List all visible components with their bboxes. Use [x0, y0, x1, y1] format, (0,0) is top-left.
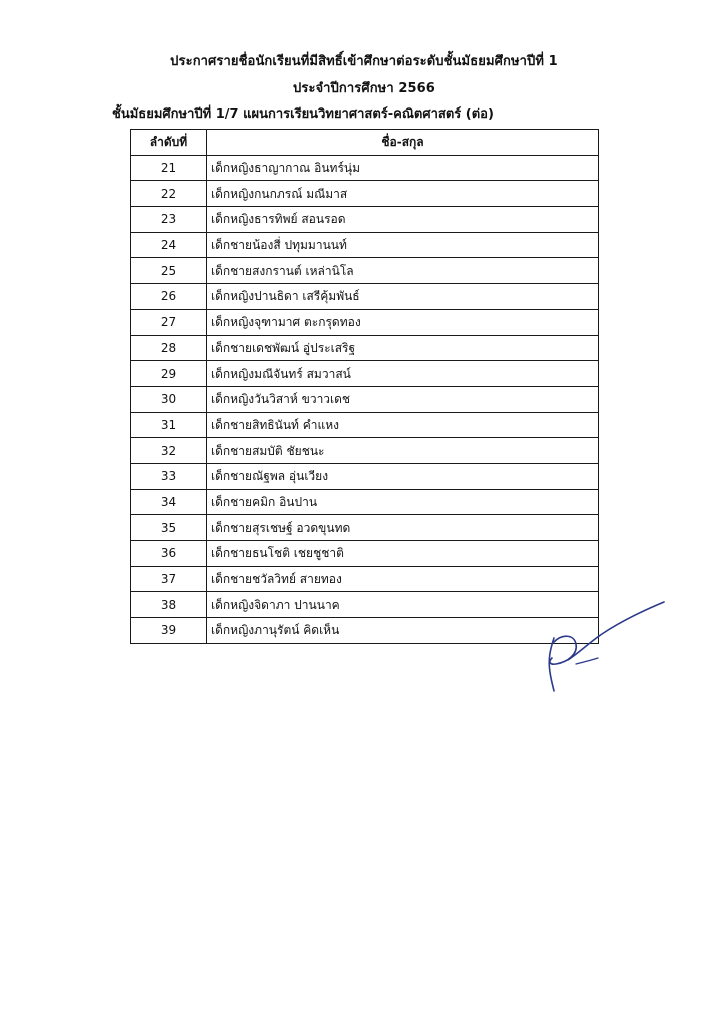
student-name-cell: เด็กหญิงธารทิพย์ สอนรอด [207, 207, 599, 233]
table-row [131, 155, 599, 181]
table-row [131, 232, 599, 258]
row-number-cell: 32 [131, 438, 207, 464]
row-number-cell: 34 [131, 489, 207, 515]
table-header-row [131, 130, 599, 156]
student-name-cell: เด็กหญิงธาญากาณ อินทร์นุ่ม [207, 155, 599, 181]
table-row [131, 207, 599, 233]
student-name-cell: เด็กชายสิทธินันท์ คำแหง [207, 412, 599, 438]
row-number-cell: 25 [131, 258, 207, 284]
student-name-cell: เด็กชายธนโชติ เชยชูชาติ [207, 541, 599, 567]
row-number-cell: 30 [131, 386, 207, 412]
table-row [131, 412, 599, 438]
table-row [131, 181, 599, 207]
student-name-cell: เด็กชายสุรเชษฐ์ อวดขุนทด [207, 515, 599, 541]
row-number-cell: 36 [131, 541, 207, 567]
class-subtitle: ชั้นมัธยมศึกษาปีที่ 1/7 แผนการเรียนวิทยาศาสตร์-คณิตศาสตร์ (ต่อ) [112, 107, 494, 122]
student-name-cell: เด็กชายคมิก อินปาน [207, 489, 599, 515]
academic-year-title: ประจำปีการศึกษา 2566 [293, 81, 435, 96]
student-name-cell: เด็กหญิงจุฑามาศ ตะกรุดทอง [207, 309, 599, 335]
table-row [131, 463, 599, 489]
column-header-name: ชื่อ-สกุล [207, 130, 599, 156]
row-number-cell: 35 [131, 515, 207, 541]
column-header-number: ลำดับที่ [131, 130, 207, 156]
table-row [131, 258, 599, 284]
row-number-cell: 26 [131, 284, 207, 310]
table-row [131, 515, 599, 541]
row-number-cell: 29 [131, 361, 207, 387]
table-row [131, 489, 599, 515]
student-name-cell: เด็กชายเดชพัฒน์ อู่ประเสริฐ [207, 335, 599, 361]
row-number-cell: 31 [131, 412, 207, 438]
student-name-cell: เด็กหญิงกนกภรณ์ มณีมาส [207, 181, 599, 207]
page-title: ประกาศรายชื่อนักเรียนที่มีสิทธิ์เข้าศึกษาต่อระดับชั้นมัธยมศึกษาปีที่ 1 [170, 54, 558, 69]
student-name-cell: เด็กหญิงปานธิดา เสรีคุ้มพันธ์ [207, 284, 599, 310]
row-number-cell: 28 [131, 335, 207, 361]
student-name-cell: เด็กหญิงภานุรัตน์ คิดเห็น [207, 618, 599, 644]
student-name-cell: เด็กชายชวัลวิทย์ สายทอง [207, 566, 599, 592]
row-number-cell: 37 [131, 566, 207, 592]
student-name-cell: เด็กชายณัฐพล อุ่นเวียง [207, 463, 599, 489]
table-row [131, 284, 599, 310]
table-row [131, 618, 599, 644]
student-name-cell: เด็กชายน้องสี่ ปทุมมานนท์ [207, 232, 599, 258]
student-roster-table [130, 129, 599, 644]
row-number-cell: 21 [131, 155, 207, 181]
student-name-cell: เด็กชายสงกรานต์ เหล่านิโล [207, 258, 599, 284]
table-row [131, 361, 599, 387]
row-number-cell: 38 [131, 592, 207, 618]
table-row [131, 541, 599, 567]
student-name-cell: เด็กหญิงมณีจันทร์ สมวาสน์ [207, 361, 599, 387]
row-number-cell: 39 [131, 618, 207, 644]
row-number-cell: 27 [131, 309, 207, 335]
table-row [131, 438, 599, 464]
row-number-cell: 22 [131, 181, 207, 207]
student-name-cell: เด็กชายสมบัติ ชัยชนะ [207, 438, 599, 464]
table-row [131, 592, 599, 618]
table-row [131, 335, 599, 361]
row-number-cell: 24 [131, 232, 207, 258]
table-body [131, 155, 599, 643]
row-number-cell: 33 [131, 463, 207, 489]
table-row [131, 309, 599, 335]
student-name-cell: เด็กหญิงจิดาภา ปานนาค [207, 592, 599, 618]
row-number-cell: 23 [131, 207, 207, 233]
student-name-cell: เด็กหญิงวันวิสาห์ ขวาวเดช [207, 386, 599, 412]
table-row [131, 566, 599, 592]
signature-icon [540, 598, 670, 702]
table-row [131, 386, 599, 412]
